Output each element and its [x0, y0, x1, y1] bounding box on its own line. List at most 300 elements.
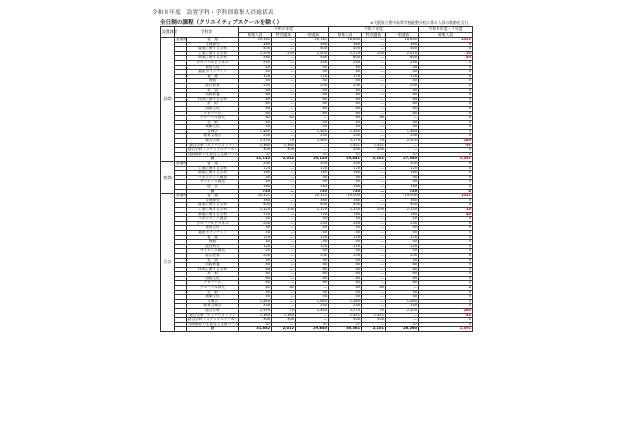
value-cell: 40 — [386, 240, 419, 245]
diff-value-cell: 0 — [419, 79, 473, 84]
dept-name-cell: 総合学科（ステップスクール） — [188, 147, 239, 152]
dept-name-cell: 総合産業 — [187, 253, 239, 258]
dept-name-cell: 国際文化 — [187, 106, 239, 111]
value-cell: — — [362, 180, 386, 185]
header-r8-general: 一般選抜 — [296, 32, 329, 38]
value-cell: 40 — [239, 249, 272, 254]
value-cell: 1,360 — [272, 313, 296, 318]
value-cell: 40 — [386, 125, 419, 130]
value-cell: 300 — [329, 318, 362, 323]
value-cell: — — [362, 276, 386, 281]
value-cell: 40 — [329, 65, 362, 70]
value-cell: 80 — [329, 111, 362, 116]
value-cell: 70 — [272, 139, 296, 144]
value-cell: 82 — [239, 286, 272, 291]
value-cell: 200 — [272, 207, 296, 212]
dept-name-cell: 芸 術 — [187, 290, 239, 295]
value-cell: 240 — [296, 60, 329, 65]
value-cell: — — [362, 74, 386, 79]
value-cell: 120 — [239, 166, 272, 171]
value-cell: 80 — [239, 102, 272, 107]
value-cell: — — [272, 65, 296, 70]
diff-value-cell: 0 — [419, 102, 473, 107]
diff-value-cell: 0 — [419, 166, 473, 171]
value-cell: 120 — [329, 74, 362, 79]
diff-value-cell: 280 — [419, 309, 473, 314]
dept-name-cell: 看 護 — [187, 74, 239, 79]
page-header-note: 令和８年度 設置学科・学科別募集人員総括表 — [152, 10, 274, 16]
dept-name-cell: 看 護 — [187, 235, 239, 240]
value-cell: — — [272, 290, 296, 295]
value-cell: — — [272, 226, 296, 231]
value-cell: — — [272, 212, 296, 217]
value-cell: 70 — [362, 139, 386, 144]
dept-name-cell: 文理探究 — [187, 198, 239, 203]
value-cell: — — [386, 116, 419, 121]
dept-name-cell: 工業に関する学科 — [187, 207, 239, 212]
value-cell: 70 — [272, 309, 296, 314]
value-cell: 80 — [296, 93, 329, 98]
value-cell: 40 — [329, 295, 362, 300]
diff-value-cell: 0 — [419, 70, 473, 75]
value-cell: 600 — [329, 56, 362, 61]
value-cell: 40 — [386, 70, 419, 75]
value-cell: — — [362, 230, 386, 235]
value-cell: 40 — [386, 180, 419, 185]
diff-value-cell: 0 — [419, 134, 473, 139]
value-cell: 120 — [386, 244, 419, 249]
value-cell: 560 — [296, 56, 329, 61]
value-cell: 80 — [329, 286, 362, 291]
diff-value-cell: 0 — [419, 185, 473, 190]
value-cell: 360 — [386, 42, 419, 47]
value-cell: 80 — [239, 263, 272, 268]
value-cell: 40 — [296, 295, 329, 300]
dept-name-cell: サイエンス創造 — [187, 249, 239, 254]
diff-value-cell: 0 — [419, 272, 473, 277]
category-cell: 普通科 — [176, 161, 187, 166]
diff-value-cell: 1,491 — [419, 157, 473, 162]
header-r7: 令和７年度 — [329, 27, 419, 33]
value-cell: — — [362, 217, 386, 222]
value-cell: 40 — [386, 258, 419, 263]
value-cell: 40 — [296, 226, 329, 231]
dept-name-cell: 文理探究 — [187, 42, 239, 47]
dept-name-cell: 普 通 — [187, 38, 239, 43]
value-cell: 300 — [239, 148, 272, 153]
value-cell: 40 — [239, 226, 272, 231]
value-cell: 40 — [386, 88, 419, 93]
value-cell: 400 — [296, 203, 329, 208]
value-cell: 40 — [329, 180, 362, 185]
value-cell: 40 — [239, 295, 272, 300]
value-cell: 240 — [386, 304, 419, 309]
diff-value-cell: 91 — [419, 143, 473, 148]
value-cell: 37 — [329, 322, 362, 327]
value-cell: — — [362, 212, 386, 217]
value-cell: — — [362, 111, 386, 116]
value-cell: — — [272, 253, 296, 258]
value-cell: 1,480 — [329, 129, 362, 134]
diff-value-cell: 0 — [419, 129, 473, 134]
value-cell: 40 — [329, 120, 362, 125]
header-dept: 学科等 — [175, 27, 239, 38]
value-cell: — — [272, 102, 296, 107]
value-cell: 2,480 — [296, 139, 329, 144]
diff-value-cell: 0 — [419, 203, 473, 208]
dept-name-cell: 理数 — [187, 240, 239, 245]
value-cell: 200 — [239, 83, 272, 88]
value-cell: 40 — [296, 240, 329, 245]
value-cell: 80 — [329, 263, 362, 268]
value-cell: 80 — [296, 276, 329, 281]
value-cell: 720 — [296, 212, 329, 217]
value-cell: 2,550 — [239, 309, 272, 314]
diff-value-cell: 0 — [419, 65, 473, 70]
value-cell: 120 — [296, 235, 329, 240]
diff-value-cell: 0 — [419, 290, 473, 295]
value-cell: 720 — [296, 189, 329, 194]
diff-value-cell: 0 — [419, 217, 473, 222]
dept-name-cell: マネジメント創造 — [187, 217, 239, 222]
value-cell: — — [362, 93, 386, 98]
value-cell: 82 — [272, 286, 296, 291]
value-cell: 200 — [329, 162, 362, 167]
value-cell: 37 — [329, 152, 362, 157]
value-cell: 29,840 — [296, 327, 329, 332]
dept-name-cell: 体育に関する学科 — [187, 97, 239, 102]
value-cell: 40 — [329, 290, 362, 295]
header-course: 設置課程 — [161, 27, 175, 38]
value-cell: 40 — [296, 65, 329, 70]
value-cell: 240 — [239, 304, 272, 309]
value-cell: 40 — [386, 217, 419, 222]
value-cell: 300 — [239, 318, 272, 323]
header-r8-special: 特別選抜 — [272, 32, 296, 38]
diff-value-cell: 0 — [419, 198, 473, 203]
value-cell: 40 — [386, 290, 419, 295]
diff-value-cell: 0 — [419, 47, 473, 52]
value-cell: 40 — [329, 217, 362, 222]
dept-name-cell: 芸 術 — [187, 120, 239, 125]
dept-name-cell: グローバルビジネス — [187, 60, 239, 65]
value-cell: — — [272, 152, 296, 157]
value-cell: 80 — [329, 276, 362, 281]
value-cell: — — [272, 120, 296, 125]
dept-name-cell: グローバルビジネス — [187, 221, 239, 226]
value-cell: 2,200 — [386, 139, 419, 144]
value-cell: 40 — [296, 249, 329, 254]
value-cell: 120 — [296, 166, 329, 171]
table-body — [161, 38, 473, 332]
value-cell: 40 — [239, 258, 272, 263]
value-cell: 360 — [329, 198, 362, 203]
value-cell: 300 — [329, 148, 362, 153]
dept-name-cell: サイエンス創造 — [187, 180, 239, 185]
value-cell: 1,360 — [239, 143, 272, 148]
diff-value-cell: 40 — [419, 56, 473, 61]
value-cell: — — [362, 38, 386, 43]
value-cell: 82 — [239, 116, 272, 121]
value-cell: 720 — [239, 189, 272, 194]
value-cell: 40 — [329, 88, 362, 93]
value-cell: 40 — [296, 180, 329, 185]
value-cell: — — [362, 42, 386, 47]
dept-name-cell: 知的障がい生徒自立支援コース — [188, 321, 239, 326]
value-cell: 80 — [329, 272, 362, 277]
value-cell: — — [362, 267, 386, 272]
value-cell: — — [362, 106, 386, 111]
value-cell: 2,480 — [296, 309, 329, 314]
dept-name-cell: 農業に関する学科 — [187, 47, 239, 52]
value-cell: — — [272, 198, 296, 203]
diff-value-cell: 0 — [419, 125, 473, 130]
value-cell: 80 — [239, 97, 272, 102]
dept-name-cell: 商業に関する学科 — [187, 171, 239, 176]
value-cell: — — [362, 226, 386, 231]
value-cell: 400 — [296, 47, 329, 52]
value-cell: — — [272, 93, 296, 98]
diff-value-cell: 0 — [419, 162, 473, 167]
value-cell: — — [272, 88, 296, 93]
value-cell: 40 — [296, 217, 329, 222]
value-cell: 240 — [239, 60, 272, 65]
diff-value-cell: 0 — [419, 42, 473, 47]
value-cell: — — [362, 60, 386, 65]
document-title: 全日制の課程（クリエイティブスクールを除く） — [160, 20, 283, 26]
value-cell: 40 — [239, 230, 272, 235]
value-cell: 240 — [239, 134, 272, 139]
value-cell: 120 — [239, 74, 272, 79]
value-cell: — — [386, 313, 419, 318]
value-cell: — — [362, 240, 386, 245]
value-cell: 40 — [386, 230, 419, 235]
diff-value-cell: 0 — [419, 152, 473, 157]
value-cell: — — [272, 47, 296, 52]
value-cell: 28,260 — [386, 327, 419, 332]
dept-name-cell: 国際教養 — [187, 263, 239, 268]
value-cell: — — [296, 313, 329, 318]
dept-name-cell: 演劇文化 — [187, 295, 239, 300]
value-cell: — — [272, 263, 296, 268]
value-cell: — — [362, 47, 386, 52]
value-cell: — — [296, 116, 329, 121]
diff-value-cell: 0 — [419, 111, 473, 116]
value-cell: — — [272, 79, 296, 84]
value-cell: 80 — [296, 97, 329, 102]
value-cell: 70 — [362, 309, 386, 314]
value-cell: 300 — [272, 148, 296, 153]
value-cell: 40 — [386, 65, 419, 70]
value-cell: — — [272, 217, 296, 222]
diff-value-cell: 1,491 — [419, 327, 473, 332]
value-cell: 29,641 — [329, 157, 362, 162]
value-cell: 300 — [362, 148, 386, 153]
value-cell: 720 — [239, 212, 272, 217]
diff-value-cell: 0 — [419, 253, 473, 258]
diff-value-cell: 0 — [419, 267, 473, 272]
summary-table — [160, 26, 473, 332]
value-cell: 200 — [329, 83, 362, 88]
dept-name-cell: 商業に関する学科 — [187, 212, 239, 217]
category-cell: 普通科 — [176, 193, 187, 198]
value-cell: 120 — [386, 166, 419, 171]
dept-name-cell: 総合産業 — [187, 83, 239, 88]
dept-name-cell: 計 — [187, 327, 239, 332]
value-cell: 1,480 — [329, 299, 362, 304]
diff-value-cell: 0 — [419, 60, 473, 65]
value-cell: — — [272, 97, 296, 102]
value-cell: 600 — [386, 56, 419, 61]
value-cell: 120 — [239, 244, 272, 249]
value-cell: — — [296, 286, 329, 291]
value-cell: 40 — [239, 175, 272, 180]
value-cell: 40 — [239, 88, 272, 93]
value-cell: 2,210 — [329, 51, 362, 56]
dept-name-cell: 英 語 — [187, 88, 239, 93]
value-cell: 240 — [386, 134, 419, 139]
value-cell: 40 — [329, 125, 362, 130]
value-cell: 80 — [329, 267, 362, 272]
value-cell: 1,360 — [272, 143, 296, 148]
value-cell: — — [272, 125, 296, 130]
header-diff: 令和８年度－７年度 — [419, 27, 473, 33]
value-cell: 1,480 — [239, 129, 272, 134]
diff-value-cell: 2 — [419, 116, 473, 121]
value-cell: — — [272, 42, 296, 47]
value-cell: — — [362, 295, 386, 300]
value-cell: 40 — [386, 295, 419, 300]
dept-name-cell: 福祉ボランティア — [187, 230, 239, 235]
document-note: ※大阪府立豊中高等学校能勢分校に係る人員の数値を含む。 — [370, 20, 472, 25]
dept-name-cell: 総合学科（エンパワメント） — [187, 143, 239, 148]
value-cell: — — [272, 322, 296, 327]
value-cell: 18,840 — [329, 38, 362, 43]
value-cell: 120 — [329, 235, 362, 240]
value-cell: — — [386, 143, 419, 148]
diff-value-cell: 0 — [419, 281, 473, 286]
value-cell: 40 — [329, 249, 362, 254]
value-cell: 20,321 — [239, 194, 272, 199]
value-cell: — — [362, 125, 386, 130]
value-cell: — — [272, 230, 296, 235]
dept-name-cell: 英 語 — [187, 258, 239, 263]
value-cell: — — [272, 166, 296, 171]
value-cell: — — [272, 38, 296, 43]
diff-value-cell: 0 — [419, 295, 473, 300]
value-cell: 40 — [329, 79, 362, 84]
value-cell: — — [362, 263, 386, 268]
value-cell: 80 — [386, 267, 419, 272]
value-cell: 2,270 — [329, 139, 362, 144]
value-cell: 120 — [296, 244, 329, 249]
dept-name-cell: 演劇文化 — [187, 125, 239, 130]
value-cell: — — [362, 258, 386, 263]
category-cell — [175, 327, 187, 332]
value-cell: — — [362, 235, 386, 240]
value-cell: 200 — [239, 253, 272, 258]
value-cell: — — [272, 74, 296, 79]
value-cell: 80 — [296, 272, 329, 277]
value-cell: — — [272, 203, 296, 208]
value-cell: 80 — [329, 116, 362, 121]
value-cell: 1,480 — [296, 129, 329, 134]
value-cell: 40 — [239, 125, 272, 130]
dept-name-cell: 福祉ボランティア — [187, 70, 239, 75]
value-cell: — — [272, 244, 296, 249]
dept-name-cell: グローバル — [187, 281, 239, 286]
dept-name-cell: 総合科学 — [187, 244, 239, 249]
value-cell: — — [362, 152, 386, 157]
title-row — [160, 17, 472, 26]
value-cell: 160 — [296, 171, 329, 176]
dept-name-cell: 商業に関する学科 — [187, 56, 239, 61]
diff-value-cell: 0 — [419, 175, 473, 180]
value-cell: 40 — [296, 258, 329, 263]
value-cell: 40 — [239, 79, 272, 84]
value-cell: 80 — [386, 106, 419, 111]
dept-name-cell: 国際教養 — [187, 93, 239, 98]
value-cell: 80 — [239, 106, 272, 111]
dept-name-cell: 知的障がい生徒自立支援コース — [188, 151, 239, 156]
value-cell: 300 — [362, 318, 386, 323]
value-cell: 1,480 — [239, 299, 272, 304]
diff-value-cell: 40 — [419, 212, 473, 217]
course-group-label: 昼間 — [161, 38, 175, 162]
value-cell: — — [272, 272, 296, 277]
dept-name-cell: 工業に関する学科 — [187, 166, 239, 171]
diff-value-cell: 2 — [419, 286, 473, 291]
value-cell: 80 — [239, 281, 272, 286]
dept-name-cell: 普 通 — [187, 194, 239, 199]
value-cell: 40 — [296, 175, 329, 180]
value-cell: 400 — [329, 47, 362, 52]
value-cell: — — [272, 189, 296, 194]
value-cell: 80 — [362, 286, 386, 291]
value-cell: 120 — [329, 166, 362, 171]
value-cell: 200 — [386, 83, 419, 88]
course-group-label: 夜間 — [161, 162, 175, 194]
dept-name-cell: 美 術 — [187, 272, 239, 277]
value-cell: 37 — [296, 152, 329, 157]
value-cell: 31,852 — [239, 327, 272, 332]
value-cell: 240 — [296, 304, 329, 309]
value-cell: 2,200 — [386, 309, 419, 314]
value-cell: 40 — [239, 240, 272, 245]
value-cell: 1,451 — [362, 313, 386, 318]
diff-value-cell: 0 — [419, 148, 473, 153]
value-cell: — — [362, 322, 386, 327]
value-cell: 2,000 — [296, 51, 329, 56]
value-cell: 80 — [386, 276, 419, 281]
value-cell: 80 — [386, 93, 419, 98]
value-cell: 80 — [296, 263, 329, 268]
value-cell: — — [296, 143, 329, 148]
value-cell: 160 — [239, 171, 272, 176]
diff-value-cell: 280 — [419, 139, 473, 144]
header-r8-total: 募集人員 — [239, 32, 272, 38]
value-cell: 40 — [239, 290, 272, 295]
value-cell: 1,451 — [362, 143, 386, 148]
value-cell: 29,120 — [296, 157, 329, 162]
value-cell: 120 — [386, 235, 419, 240]
value-cell: 80 — [386, 102, 419, 107]
value-cell: 160 — [329, 185, 362, 190]
value-cell: 1,480 — [386, 129, 419, 134]
value-cell: 400 — [329, 203, 362, 208]
value-cell: 360 — [386, 198, 419, 203]
value-cell: 40 — [296, 70, 329, 75]
